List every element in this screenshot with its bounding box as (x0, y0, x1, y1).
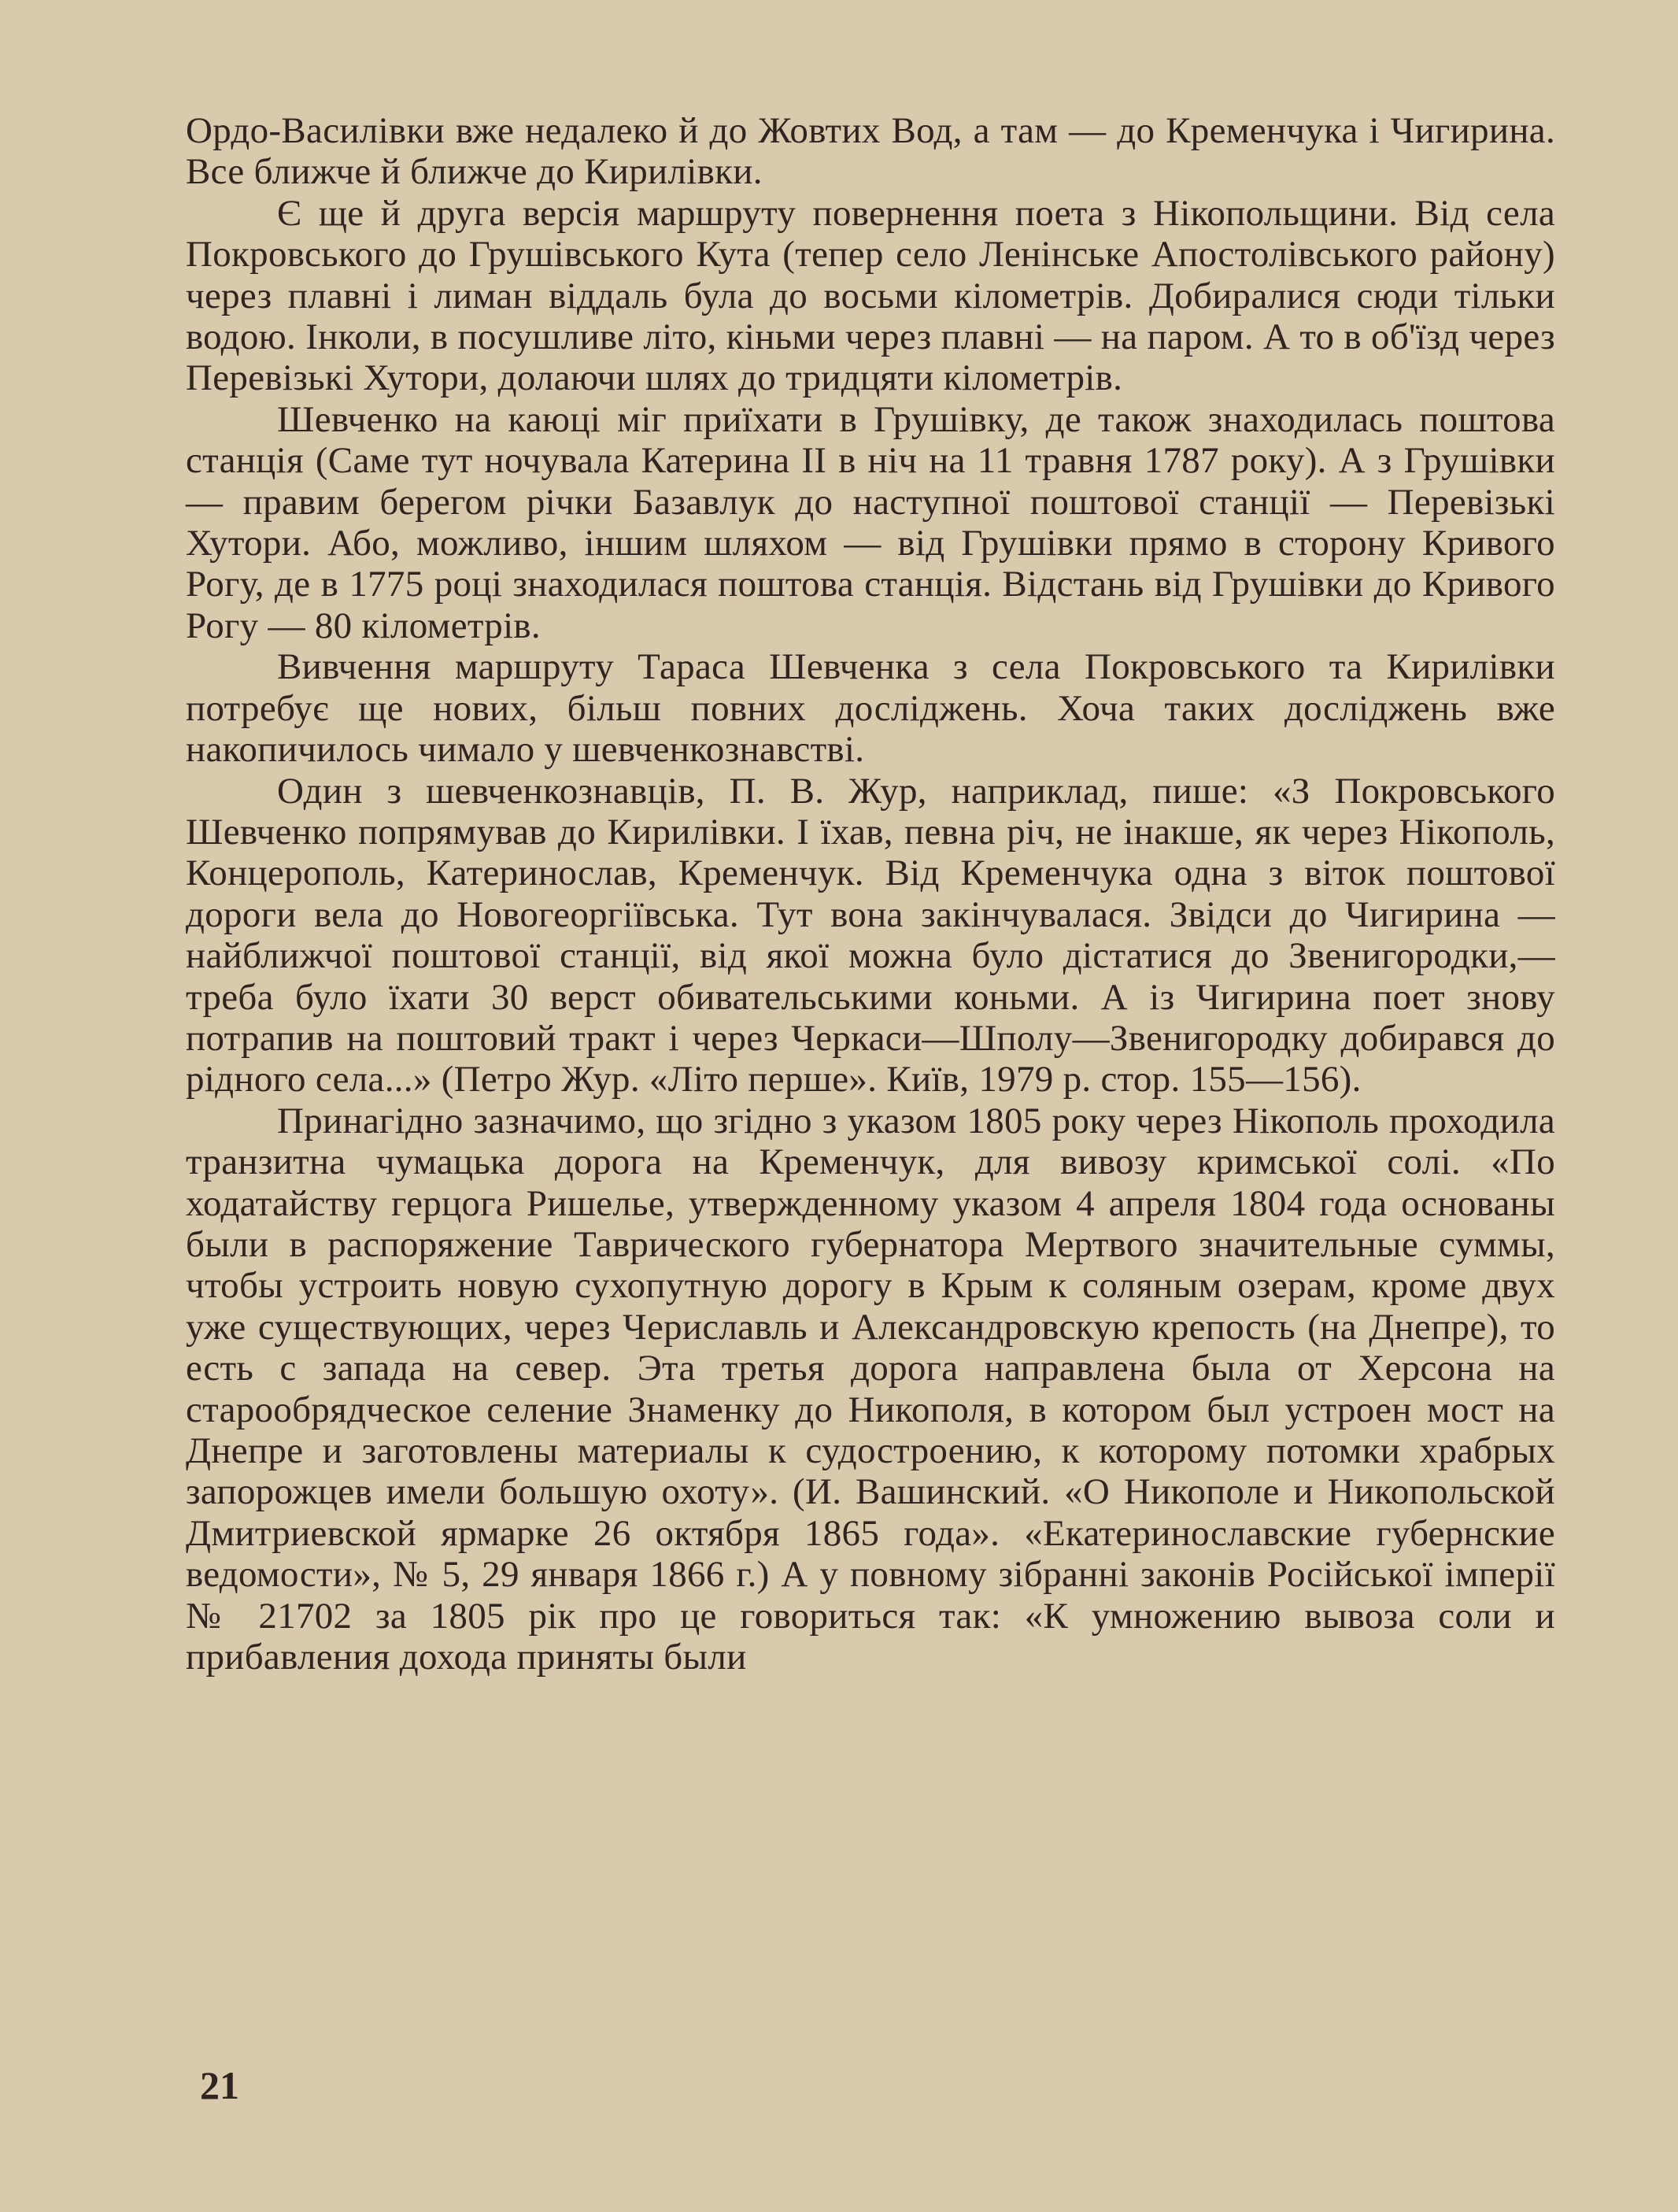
paragraph-continuation: Ордо-Василівки вже недалеко й до Жовтих Вод, а там — до Кременчука і Чигирина. Все ближче й ближче до Кирилівки. (186, 110, 1555, 193)
paragraph-research: Вивчення маршруту Тараса Шевченка з села Покровського та Кирилівки потребує ще нових, більш повних досліджень. Хоча таких досліджень вже накопичилось чимало у шевченкознавстві. (186, 646, 1555, 771)
paragraph-route-version: Є ще й друга версія маршруту повернення поета з Нікопольщини. Від села Покровського до Грушівського Кута (тепер село Ленінське Апостолівського району) через плавні і лиман віддаль була до восьми кілометрів. Добиралися сюди тільки водою. Інколи, в посушливе літо, кіньми через плавні — на паром. А то в об'їзд через Перевізькі Хутори, долаючи шлях до тридцяти кілометрів. (186, 192, 1555, 399)
body-text (186, 110, 1555, 1677)
page-number: 21 (200, 2063, 239, 2107)
paragraph-salt-road: Принагідно зазначимо, що згідно з указом 1805 року через Нікополь проходила транзитна чумацька дорога на Кременчук, для вивозу кримської солі. «По ходатайству герцога Ришелье, утвержденному указом 4 апреля 1804 года основаны были в распоряжение Таврического губернатора Мертвого значительные суммы, чтобы устроить новую сухопутную дорогу в Крым к соляным озерам, кроме двух уже существующих, через Чериславль и Александровскую крепость (на Днепре), то есть с запада на север. Эта третья дорога направлена была от Херсона на старообрядческое селение Знаменку до Никополя, в котором был устроен мост на Днепре и заготовлены материалы к судостроению, к которому потомки храбрых запорожцев имели большую охоту». (И. Вашинский. «О Никополе и Никопольской Дмитриевской ярмарке 26 октября 1865 года». «Екатеринославские губернские ведомости», № 5, 29 января 1866 г.) А у повному зібранні законів Російської імперії № 21702 за 1805 рік про це говориться так: «К умножению вывоза соли и прибавления дохода приняты были (186, 1100, 1555, 1678)
paragraph-grushivka: Шевченко на каюці міг приїхати в Грушівку, де також знаходилась поштова станція (Саме тут ночувала Катерина II в ніч на 11 травня 1787 року). А з Грушівки — правим берегом річки Базавлук до наступної поштової станції — Перевізькі Хутори. Або, можливо, іншим шляхом — від Грушівки прямо в сторону Кривого Рогу, де в 1775 році знаходилася поштова станція. Відстань від Грушівки до Кривого Рогу — 80 кілометрів. (186, 398, 1555, 646)
paragraph-zhur-quote: Один з шевченкознавців, П. В. Жур, наприклад, пише: «З Покровського Шевченко попрямував до Кирилівки. І їхав, певна річ, не інакше, як через Нікополь, Концерополь, Катеринослав, Кременчук. Від Кременчука одна з віток поштової дороги вела до Новогеоргіївська. Тут вона закінчувалася. Звідси до Чигирина — найближчої поштової станції, від якої можна було дістатися до Звенигородки,— треба було їхати 30 верст обивательськими коньми. А із Чигирина поет знову потрапив на поштовий тракт і через Черкаси—Шполу—Звенигородку добирався до рідного села...» (Петро Жур. «Літо перше». Київ, 1979 р. стор. 155—156). (186, 770, 1555, 1100)
